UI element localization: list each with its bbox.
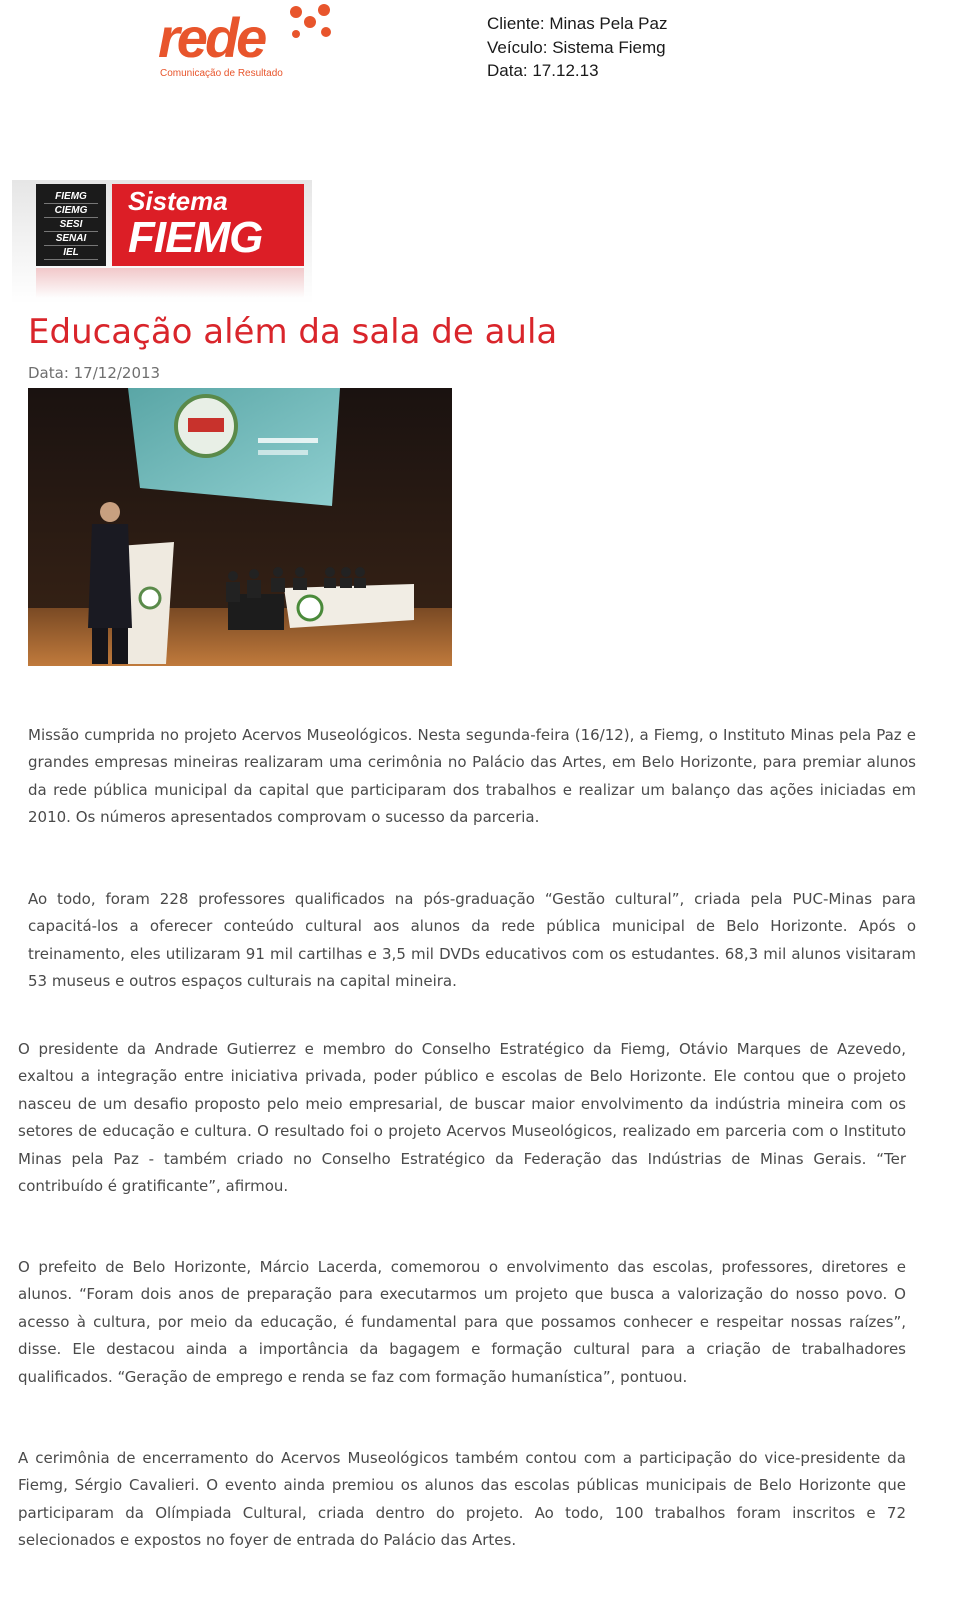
sistema-fiemg-logo — [12, 180, 312, 304]
client-info — [487, 12, 667, 83]
article-paragraph: Ao todo, foram 228 professores qualificados na pós-graduação “Gestão cultural”, criada pela PUC-Minas para capacitá-los a oferecer conteúdo cultural aos alunos da rede pública municipal de Belo Horizonte. Após o treinamento, eles utilizaram 91 mil cartilhas e 3,5 mil DVDs educativos com os estudantes. 68,3 mil alunos visitaram 53 museus e outros espaços culturais na capital mineira. — [28, 890, 916, 991]
rede-dots-icon — [286, 2, 336, 42]
article-paragraph: O presidente da Andrade Gutierrez e membro do Conselho Estratégico da Fiemg, Otávio Marques de Azevedo, exaltou a integração entre iniciativa privada, poder público e escolas de Belo Horizonte. Ele contou que o projeto nasceu de um desafio proposto pelo meio empresarial, de buscar maior envolvimento da indústria mineira com os setores de educação e cultura. O resultado foi o projeto Acervos Museológicos, realizado em parceria com o Instituto Minas pela Paz - também criado no Conselho Estratégico da Federação das Indústrias de Minas Gerais. “Ter contribuído é gratificante”, afirmou. — [18, 1040, 906, 1196]
article-paragraph: A cerimônia de encerramento do Acervos Museológicos também contou com a participação do vice-presidente da Fiemg, Sérgio Cavalieri. O evento ainda premiou os alunos das escolas públicas municipais de Belo Horizonte que participaram da Olímpiada Cultural, criada dentro do projeto. Ao todo, 100 trabalhos foram inscritos e 72 selecionados e expostos no foyer de entrada do Palácio das Artes. — [18, 1449, 906, 1550]
vehicle-name: Veículo: Sistema Fiemg — [487, 37, 666, 57]
entity-label: SENAI — [44, 232, 98, 246]
fiemg-name-text: FIEMG — [128, 213, 263, 262]
rede-tagline: Comunicação de Resultado — [160, 68, 283, 79]
ceremony-photo-image — [28, 388, 452, 666]
article-paragraph: Missão cumprida no projeto Acervos Museológicos. Nesta segunda-feira (16/12), a Fiemg, o Instituto Minas pela Paz e grandes empresas mineiras realizaram uma cerimônia no Palácio das Artes, em Belo Horizonte, para premiar alunos da rede pública municipal da capital que participaram dos trabalhos e realizar um balanço das ações iniciadas em 2010. Os números apresentados comprovam o sucesso da parceria. — [28, 726, 916, 827]
logo-reflection — [36, 268, 304, 298]
rede-wordmark: rede — [158, 6, 265, 69]
clipping-date: Data: 17.12.13 — [487, 61, 599, 80]
article-date: Data: 17/12/2013 — [28, 364, 161, 382]
article-title: Educação além da sala de aula — [28, 312, 558, 352]
entity-label: CIEMG — [44, 204, 98, 218]
entity-label: SESI — [44, 218, 98, 232]
entity-label: IEL — [44, 246, 98, 260]
entity-label: FIEMG — [44, 190, 98, 204]
fiemg-entities-box — [36, 184, 106, 266]
fiemg-sistema-text: Sistema — [128, 186, 228, 216]
article-paragraph: O prefeito de Belo Horizonte, Márcio Lacerda, comemorou o envolvimento das escolas, professores, diretores e alunos. “Foram dois anos de preparação para executarmos um projeto que busca a valorização do nosso povo. O acesso à cultura, por meio da educação, é fundamental para que possamos conhecer e respeitar nossas raízes”, disse. Ele destacou ainda a importância da bagagem e formação cultural para a criação de trabalhadores qualificados. “Geração de emprego e renda se faz com formação humanística”, pontuou. — [18, 1258, 906, 1386]
rede-logo — [158, 2, 338, 88]
client-name: Cliente: Minas Pela Paz — [487, 14, 668, 33]
fiemg-brand-box — [112, 184, 304, 266]
ceremony-photo — [28, 388, 452, 666]
